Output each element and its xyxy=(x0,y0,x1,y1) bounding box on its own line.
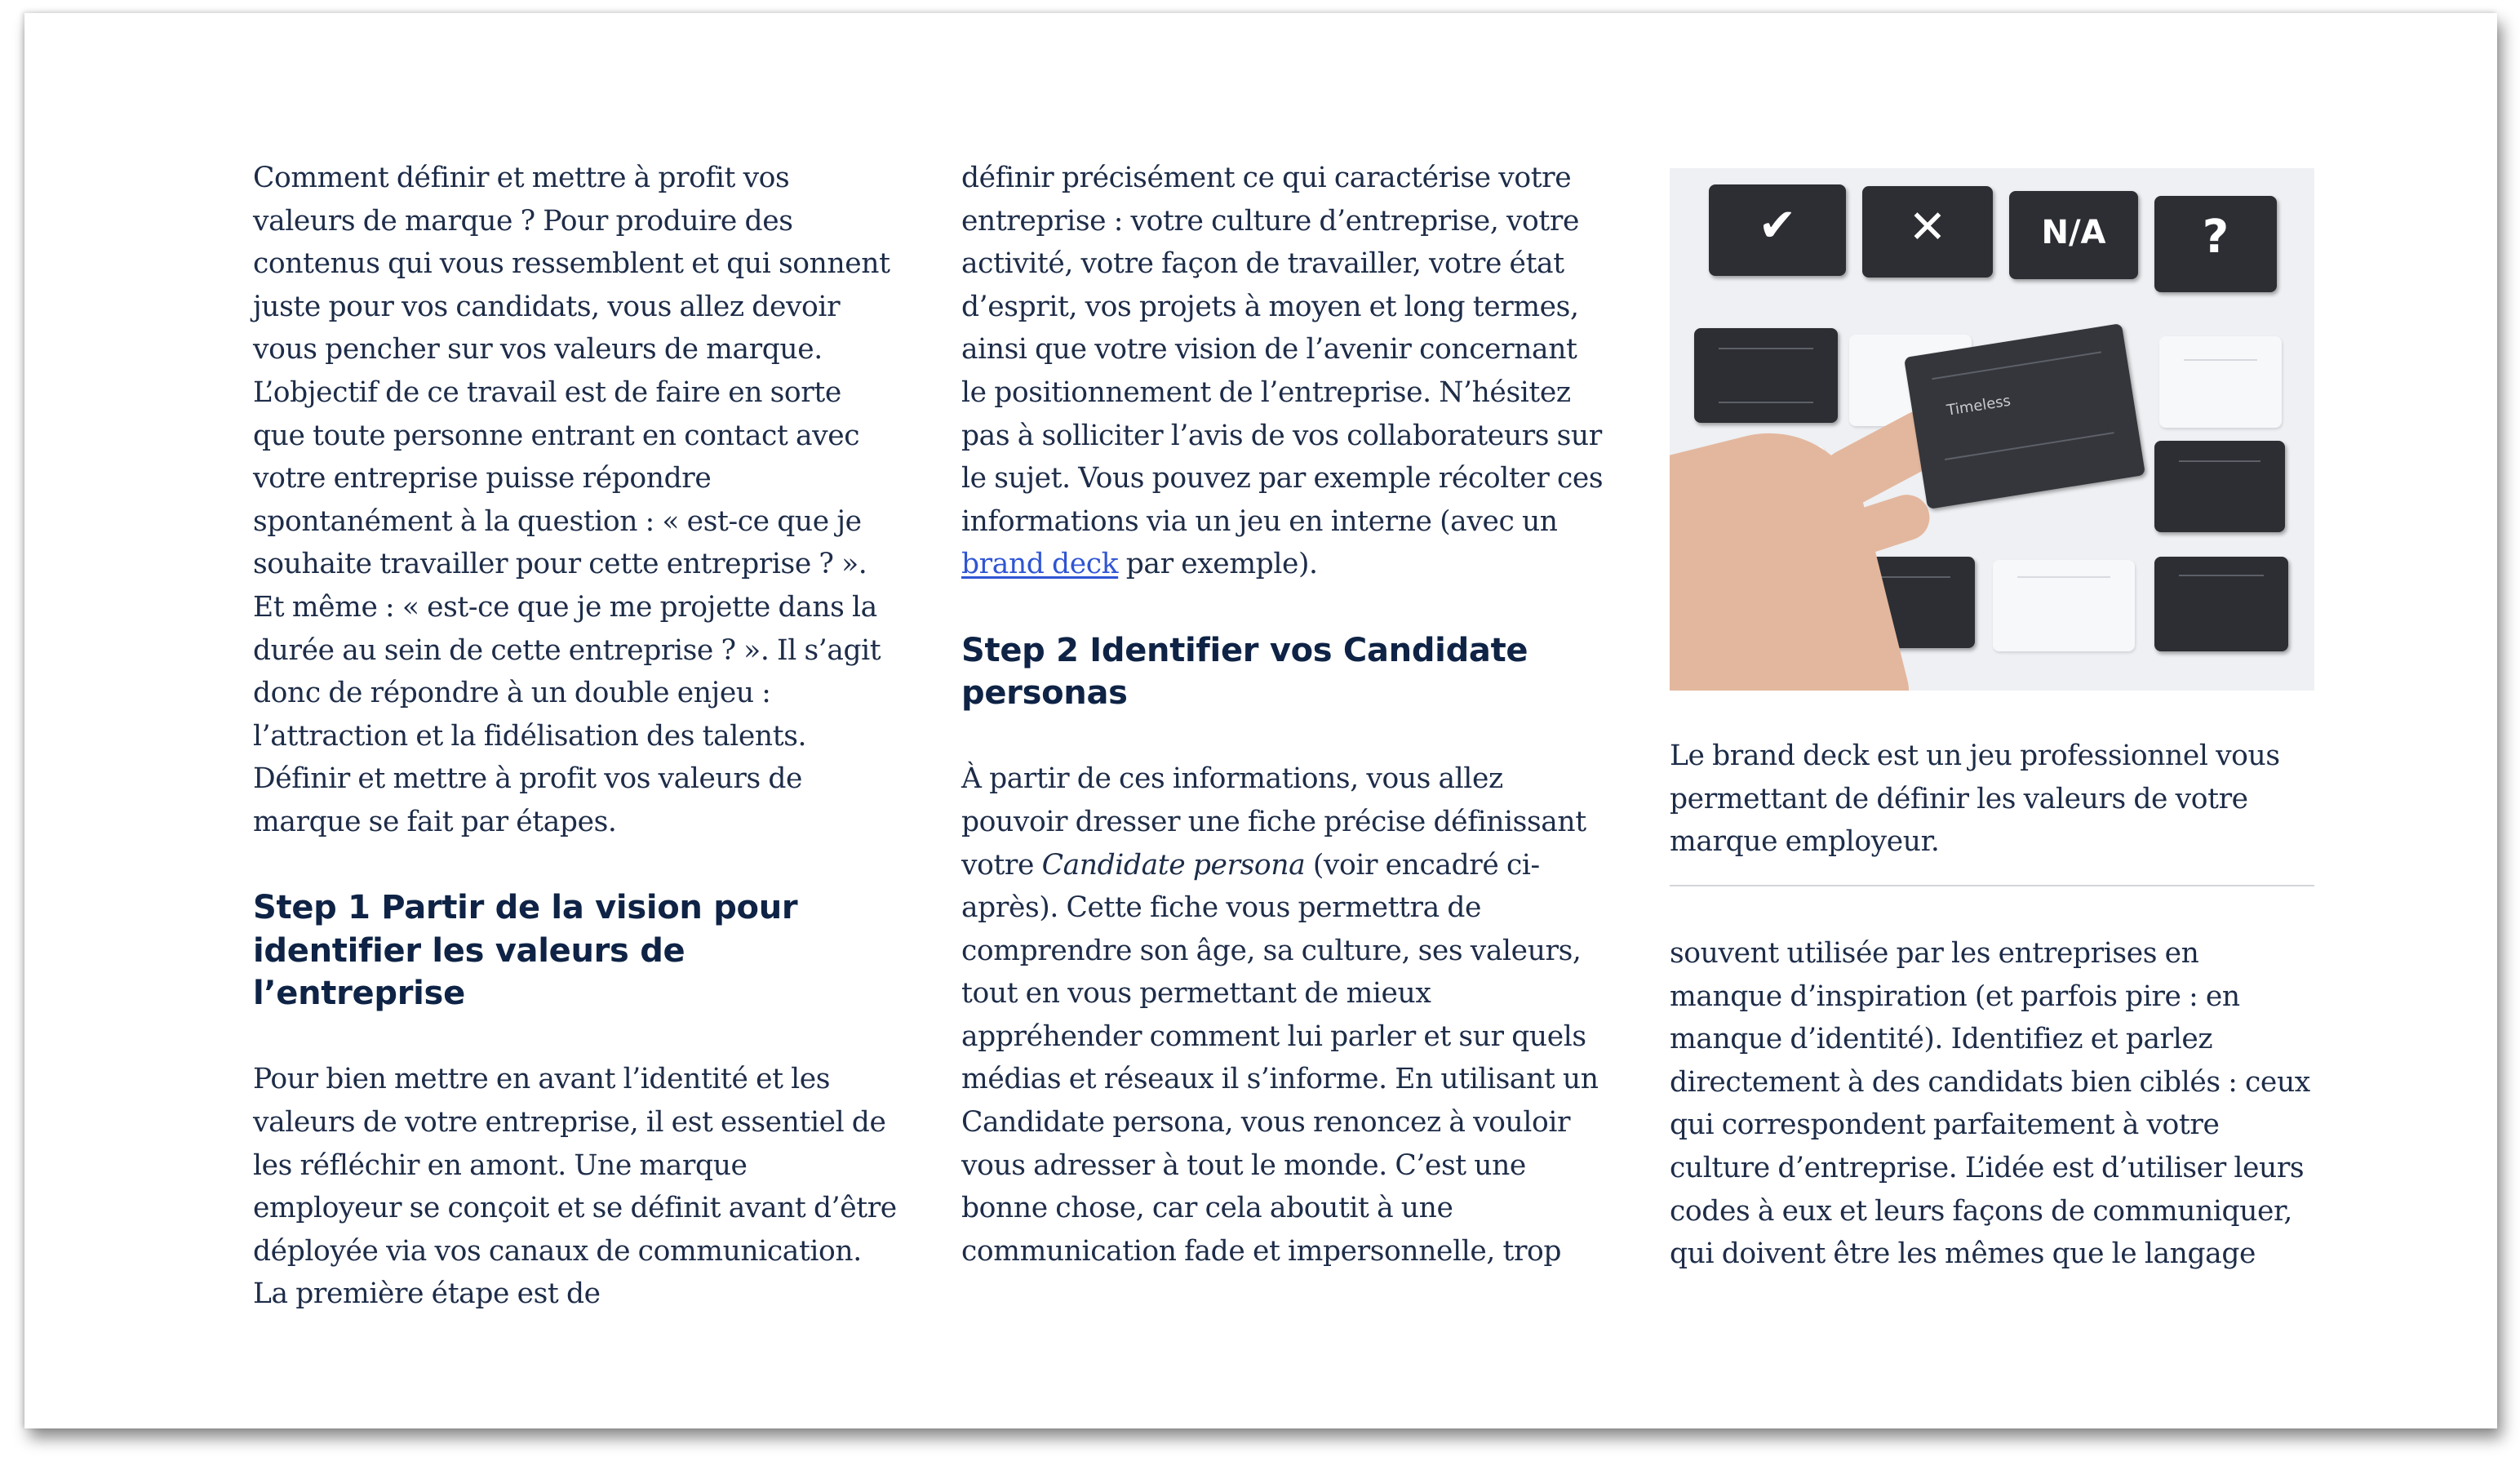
column-2 xyxy=(961,157,1606,1273)
caption-divider xyxy=(1670,885,2314,886)
paragraph-text: À partir de ces informations, vous allez pouvoir dresser une fiche précise définissant votre xyxy=(961,762,1586,882)
value-card xyxy=(1694,328,1838,423)
brand-deck-photo xyxy=(1670,168,2314,691)
intro-paragraph: Comment définir et mettre à profit vos valeurs de marque ? Pour produire des contenus qui vous ressemblent et qui sonnent juste pour vos candidats, vous allez devoir vous pencher sur vos valeurs de marque. L’objectif de ce travail est de faire en sorte que toute personne entrant en contact avec votre entreprise puisse répondre spontanément à la question : « est-ce que je souhaite travailler pour cette entreprise ? ». Et même : « est-ce que je me projette dans la durée au sein de cette entreprise ? ». Il s’agit donc de répondre à un double enjeu : l’attraction et la fidélisation des talents. Définir et mettre à profit vos valeurs de marque se fait par étapes. xyxy=(253,162,890,838)
blank-card xyxy=(2159,336,2282,428)
close-icon: ✕ xyxy=(1908,201,1947,254)
question-icon: ? xyxy=(2202,211,2229,264)
na-icon: N/A xyxy=(2041,214,2106,251)
brand-deck-link[interactable]: brand deck xyxy=(961,548,1119,581)
paragraph-text: définir précisément ce qui caractérise votre entreprise : votre culture d’entreprise, votre activité, votre façon de travailler, votre état d’esprit, vos projets à moyen et long termes, ainsi que votre vision de l’avenir concernant le positionnement de l’entreprise. N’hésitez pas à solliciter l’avis de vos collaborateurs sur le sujet. Vous pouvez par exemple récolter ces informations via un jeu en interne (avec un xyxy=(961,162,1604,538)
caption-text: Le brand deck est un jeu professionnel vous permettant de définir les valeurs de votre marque employeur. xyxy=(1670,740,2280,859)
check-icon: ✔ xyxy=(1758,199,1797,252)
value-card xyxy=(2154,557,2288,651)
column-3-paragraph: souvent utilisée par les entreprises en manque d’inspiration (et parfois pire : en manque d’identité). Identifiez et parlez directement à des candidats bien ciblés : ceux qui correspondent parfaitement à votre culture d’entreprise. L’idée est d’utiliser leurs codes à eux et leurs façons de communiquer, qui doivent être les mêmes que le langage xyxy=(1670,937,2310,1271)
timeless-card xyxy=(1904,323,2145,509)
na-card xyxy=(2009,191,2138,279)
column-3 xyxy=(1670,157,2314,1299)
column-2-paragraph-1 xyxy=(961,157,1606,586)
page xyxy=(24,13,2497,1428)
step-2-paragraph xyxy=(961,757,1606,1273)
column-3-text xyxy=(1670,932,2314,1276)
paragraph-text: (voir encadré ci-après). Cette fiche vous permettra de comprendre son âge, sa culture, ses valeurs, tout en vous permettant de mieux appréhender comment lui parler et sur quels médias et réseaux il s’informe. En utilisant un Candidate persona, vous renoncez à vouloir vous adresser à tout le monde. C’est une bonne chose, car cela aboutit à une communication fade et impersonnelle, trop xyxy=(961,848,1599,1268)
blank-card xyxy=(1993,560,2135,651)
image-caption xyxy=(1670,735,2314,864)
step-1-heading: Step 1 Partir de la vision pour identifier les valeurs de l’entreprise xyxy=(253,889,798,1013)
step-2-heading: Step 2 Identifier vos Candidate personas xyxy=(961,631,1528,713)
check-card xyxy=(1709,184,1846,276)
candidate-persona-term: Candidate persona xyxy=(1041,848,1306,882)
column-1 xyxy=(253,157,898,1316)
question-card xyxy=(2154,196,2277,292)
paragraph-text: par exemple). xyxy=(1118,548,1318,581)
step-1-paragraph: Pour bien mettre en avant l’identité et les valeurs de votre entreprise, il est essentiel de les réfléchir en amont. Une marque employeur se conçoit et se définit avant d’être déployée via vos canaux de communication. La première étape est de xyxy=(253,1063,897,1311)
cross-card xyxy=(1862,186,1993,278)
timeless-label: Timeless xyxy=(1945,392,2012,420)
value-card xyxy=(2154,441,2285,532)
